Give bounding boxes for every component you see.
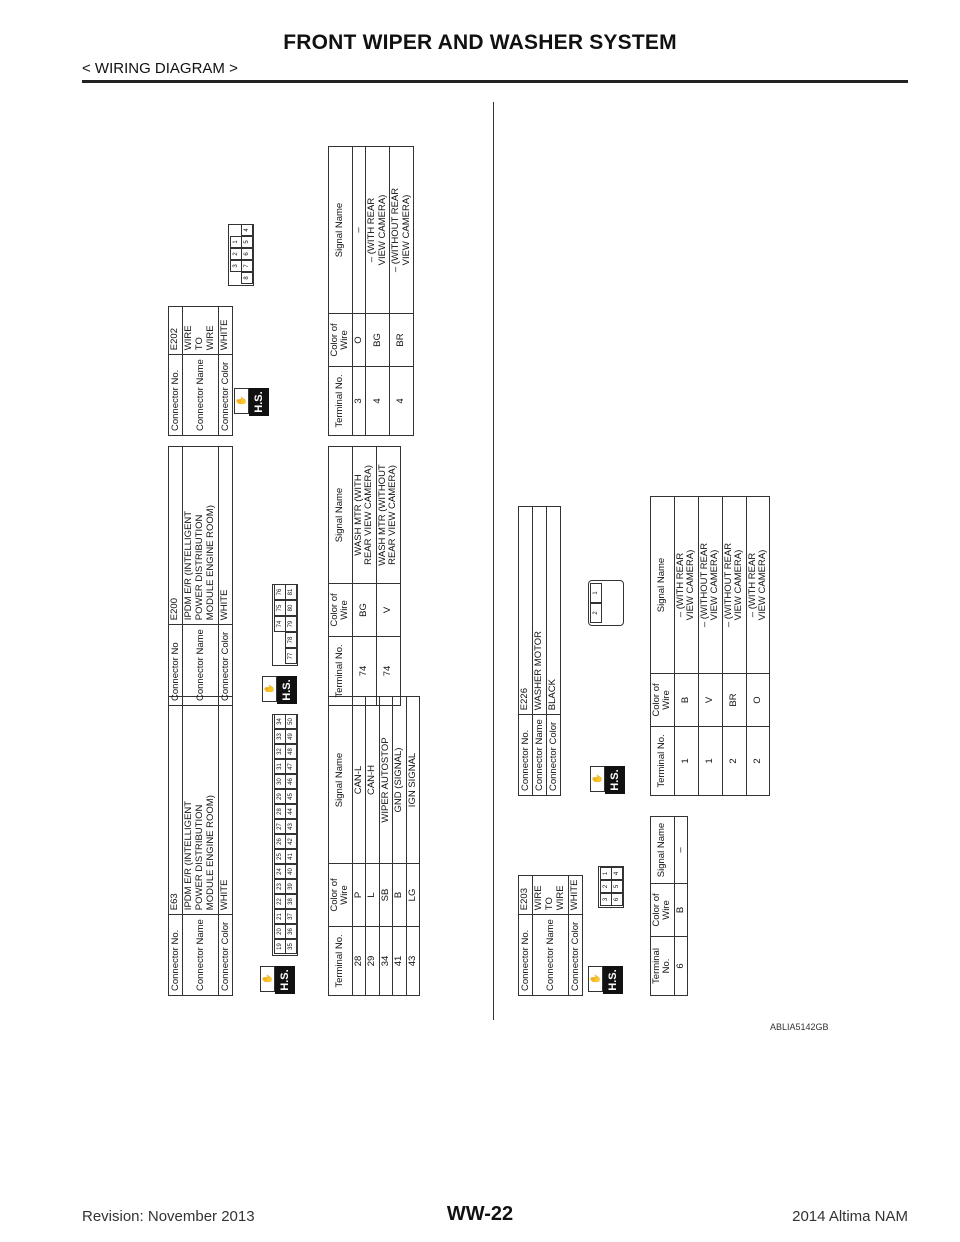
connector-pin: 33 [274,729,286,744]
cell-terminal: 3 [352,367,365,436]
connector-pin: 79 [285,616,297,632]
header-rule [82,80,908,83]
label-connector-no: Connector No. [169,355,183,436]
connector-pin: 23 [274,879,286,894]
connector-pin: 50 [285,714,297,729]
table-row [352,447,376,706]
connector-pin: 32 [274,744,286,759]
cell-wire: LG [406,864,419,927]
cell-terminal: 41 [393,927,406,996]
connector-pin: 75 [274,600,286,616]
connector-pin: 4 [611,867,623,880]
hand-icon: ✋ [260,966,275,992]
hand-icon: ✋ [262,676,277,702]
col-terminal: Terminal No. [329,637,353,706]
column-divider [493,102,494,1020]
cell-wire: BR [722,674,746,727]
cell-signal: – (WITH REAR VIEW CAMERA) [746,497,770,674]
label-connector-color: Connector Color [547,715,561,796]
connector-pin: 42 [285,834,297,849]
connector-pin: 43 [285,819,297,834]
connector-pin: 30 [274,774,286,789]
cell-wire: L [366,864,379,927]
cell-wire: B [674,884,687,937]
connector-pin: 25 [274,849,286,864]
connector-pin: 38 [285,894,297,909]
cell-signal: CAN-H [366,697,379,864]
connector-pin: 26 [274,834,286,849]
col-signal: Signal Name [651,817,675,884]
connector-pin: 21 [274,909,286,924]
label-connector-name: Connector Name [533,915,569,996]
table-row [352,697,365,996]
connector-pin: 5 [241,236,253,248]
cell-wire: V [376,584,400,637]
connector-panel-e202 [168,146,458,436]
connector-pin: 81 [285,584,297,600]
table-row [390,147,414,436]
cell-terminal: 74 [352,637,376,706]
connector-pin: 2 [600,880,612,893]
connector-color-value: BLACK [547,507,561,715]
connector-pin: 39 [285,879,297,894]
hs-label: H.S. [249,388,269,416]
cell-wire: BG [366,314,390,367]
connector-info-table [168,446,233,706]
harness-side-icon [234,388,270,416]
table-row [366,147,390,436]
cell-signal: – [352,147,365,314]
label-connector-color: Connector Color [218,915,232,996]
connector-pin: 29 [274,789,286,804]
connector-pin: 6 [611,893,623,906]
connector-info-table [518,506,561,796]
connector-pin: 8 [241,272,253,284]
col-terminal: Terminal No. [329,367,353,436]
connector-pin: 47 [285,759,297,774]
connector-face-e200 [272,584,298,666]
cell-signal: – (WITHOUT REAR VIEW CAMERA) [722,497,746,674]
connector-no-value: E202 [169,307,183,355]
connector-pin: 5 [611,880,623,893]
connector-no-value: E226 [519,507,533,715]
connector-pin: 74 [274,616,286,632]
hs-label: H.S. [603,966,623,994]
col-signal: Signal Name [329,147,353,314]
col-terminal: Terminal No. [651,727,675,796]
cell-wire: O [746,674,770,727]
cell-signal: WASH MTR (WITH REAR VIEW CAMERA) [352,447,376,584]
connector-color-value: WHITE [218,697,232,915]
section-subtitle: < WIRING DIAGRAM > [82,60,238,77]
hs-label: H.S. [275,966,295,994]
cell-wire: SB [379,864,392,927]
cell-signal: – (WITH REAR VIEW CAMERA) [674,497,698,674]
connector-pin: 24 [274,864,286,879]
cell-wire: BR [390,314,414,367]
harness-side-icon [262,676,298,704]
model-name: 2014 Altima NAM [792,1208,908,1225]
label-connector-no: Connector No [169,625,183,706]
connector-panel-e226 [518,496,788,796]
connector-pin: 78 [285,632,297,648]
col-terminal: Terminal No. [651,937,675,996]
table-row [746,497,770,796]
cell-terminal: 29 [366,927,379,996]
connector-pin: 2 [230,248,242,260]
col-signal: Signal Name [329,697,353,864]
page-number: WW-22 [446,1203,514,1225]
hs-label: H.S. [277,676,297,704]
label-connector-no: Connector No. [519,715,533,796]
connector-name-value: IPDM E/R (INTELLIGENT POWER DISTRIBUTION MODULE ENGINE ROOM) [183,447,219,625]
connector-pin: 27 [274,819,286,834]
col-wire: Color of Wire [651,674,675,727]
connector-pin: 77 [285,648,297,664]
cell-wire: V [698,674,722,727]
connector-no-value: E200 [169,447,183,625]
connector-panel-e203 [518,816,718,996]
connector-pin: 1 [230,236,242,248]
connector-pin: 34 [274,714,286,729]
cell-signal: WASH MTR (WITHOUT REAR VIEW CAMERA) [376,447,400,584]
cell-terminal: 2 [746,727,770,796]
connector-no-value: E63 [169,697,183,915]
signal-table [650,816,688,996]
table-row [674,817,687,996]
cell-signal: – (WITHOUT REAR VIEW CAMERA) [698,497,722,674]
figure-id: ABLIA5142GB [770,1022,829,1032]
col-terminal: Terminal No. [329,927,353,996]
connector-info-table [168,696,233,996]
connector-color-value: WHITE [218,447,232,625]
connector-name-value: IPDM E/R (INTELLIGENT POWER DISTRIBUTION MODULE ENGINE ROOM) [183,697,219,915]
connector-pin: 35 [285,939,297,954]
cell-terminal: 6 [674,937,687,996]
connector-pin: 22 [274,894,286,909]
table-row [366,697,379,996]
connector-face-e226 [588,580,624,626]
revision-date: Revision: November 2013 [82,1208,255,1225]
table-row [376,447,400,706]
cell-terminal: 34 [379,927,392,996]
connector-info-table [168,306,233,436]
connector-pin: 28 [274,804,286,819]
label-connector-color: Connector Color [568,915,582,996]
connector-pin: 7 [241,260,253,272]
connector-pin: 3 [230,260,242,272]
col-wire: Color of Wire [329,864,353,927]
col-signal: Signal Name [651,497,675,674]
cell-terminal: 2 [722,727,746,796]
table-row [352,147,365,436]
connector-pin: 41 [285,849,297,864]
connector-pin: 44 [285,804,297,819]
signal-table [650,496,770,796]
cell-terminal: 1 [674,727,698,796]
connector-pin: 36 [285,924,297,939]
label-connector-color: Connector Color [218,355,232,436]
connector-pin: 76 [274,584,286,600]
cell-signal: GND (SIGNAL) [393,697,406,864]
connector-name-value: WIRE TO WIRE [183,307,219,355]
table-row [722,497,746,796]
connector-pin: 48 [285,744,297,759]
table-row [674,497,698,796]
connector-name-value: WIRE TO WIRE [533,875,569,915]
cell-signal: IGN SIGNAL [406,697,419,864]
hand-icon: ✋ [234,388,249,414]
cell-terminal: 28 [352,927,365,996]
table-row [379,697,392,996]
page-title: FRONT WIPER AND WASHER SYSTEM [283,31,677,54]
connector-pin: 31 [274,759,286,774]
table-row [406,697,419,996]
signal-table [328,696,420,996]
connector-pin: 45 [285,789,297,804]
cell-signal: – (WITH REAR VIEW CAMERA) [366,147,390,314]
cell-signal: CAN-L [352,697,365,864]
cell-signal: WIPER AUTOSTOP [379,697,392,864]
label-connector-name: Connector Name [183,625,219,706]
hand-icon: ✋ [590,766,605,792]
connector-panel-e63 [168,696,458,996]
label-connector-name: Connector Name [183,355,219,436]
connector-name-value: WASHER MOTOR [533,507,547,715]
col-wire: Color of Wire [651,884,675,937]
connector-color-value: WHITE [568,875,582,915]
label-connector-name: Connector Name [183,915,219,996]
hs-label: H.S. [605,766,625,794]
label-connector-no: Connector No. [169,915,183,996]
cell-terminal: 1 [698,727,722,796]
connector-pin: 37 [285,909,297,924]
connector-info-table [518,875,583,996]
cell-wire: B [674,674,698,727]
hand-icon: ✋ [588,966,603,992]
col-wire: Color of Wire [329,314,353,367]
connector-pin: 2 [590,603,602,623]
table-row [393,697,406,996]
cell-signal: – (WITHOUT REAR VIEW CAMERA) [390,147,414,314]
signal-table [328,146,414,436]
cell-wire: P [352,864,365,927]
connector-pin: 4 [241,224,253,236]
connector-pin: 49 [285,729,297,744]
connector-no-value: E203 [519,875,533,915]
label-connector-name: Connector Name [533,715,547,796]
label-connector-color: Connector Color [218,625,232,706]
connector-face-e63 [272,714,298,956]
connector-pin: 40 [285,864,297,879]
col-signal: Signal Name [329,447,353,584]
col-wire: Color of Wire [329,584,353,637]
cell-wire: BG [352,584,376,637]
cell-wire: B [393,864,406,927]
harness-side-icon [590,766,626,794]
cell-terminal: 4 [390,367,414,436]
cell-terminal: 74 [376,637,400,706]
connector-panel-e200 [168,446,458,706]
table-row [698,497,722,796]
connector-pin: 1 [600,867,612,880]
connector-pin: 1 [590,583,602,603]
cell-terminal: 4 [366,367,390,436]
connector-face-e202 [228,224,254,286]
cell-wire: O [352,314,365,367]
connector-pin: 3 [600,893,612,906]
connector-pin: 20 [274,924,286,939]
connector-pin: 80 [285,600,297,616]
cell-signal: – [674,817,687,884]
connector-face-e203 [598,866,624,908]
signal-table [328,446,401,706]
label-connector-no: Connector No. [519,915,533,996]
cell-terminal: 43 [406,927,419,996]
connector-pin: 46 [285,774,297,789]
harness-side-icon [260,966,296,994]
harness-side-icon [588,966,624,994]
connector-pin: 19 [274,939,286,954]
connector-pin: 6 [241,248,253,260]
connector-color-value: WHITE [218,307,232,355]
